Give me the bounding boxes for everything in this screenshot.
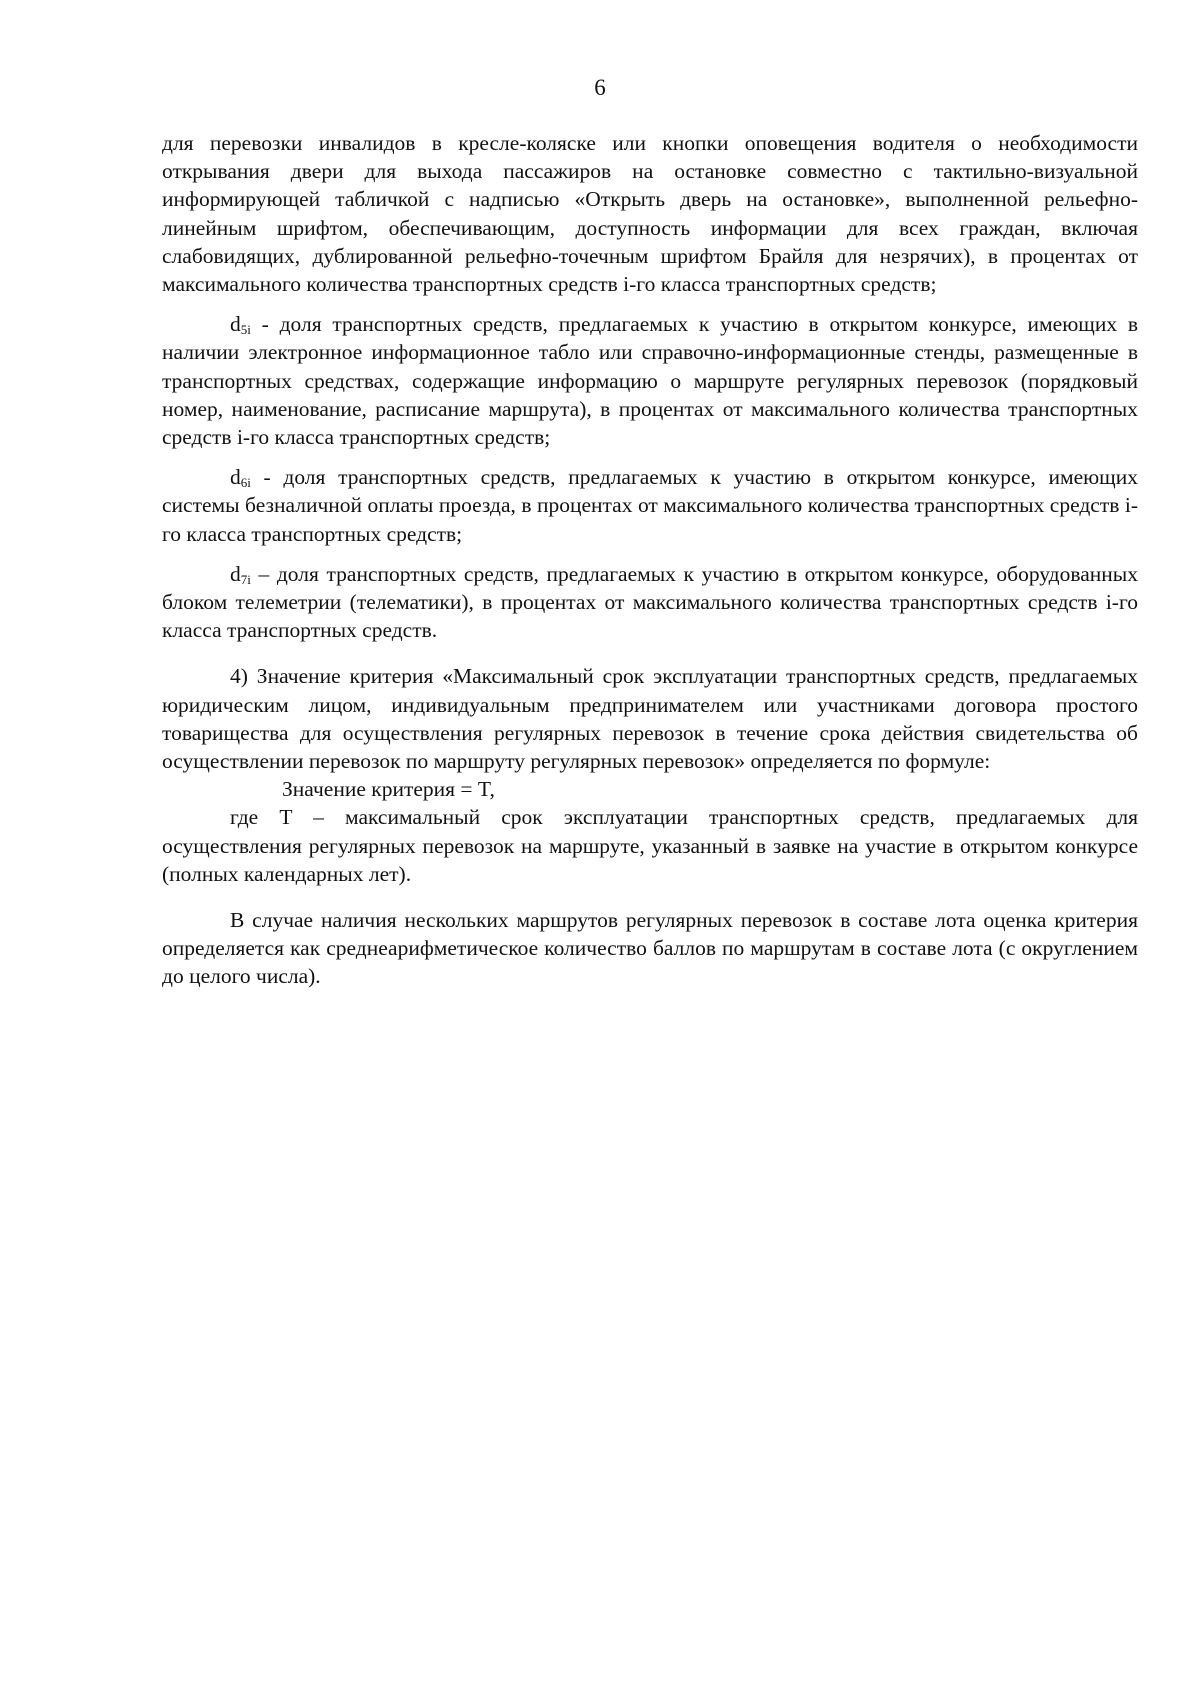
variable-letter: d — [230, 561, 241, 586]
variable-letter: d — [230, 312, 241, 337]
document-body — [162, 129, 1138, 991]
paragraph-text: – доля транспортных средств, предлагаемых к участию в открытом конкурсе, оборудованных блоком телеметрии (телематики), в процентах от максимального количества транспортных средств i-го класса транспортных средств. — [162, 561, 1138, 643]
paragraph-continuation: для перевозки инвалидов в кресле-коляске или кнопки оповещения водителя о необходимости открывания двери для выхода пассажиров на остановке совместно с тактильно-визуальной информирующей табличкой с надписью «Открыть дверь на остановке», выполненной рельефно-линейным шрифтом, обеспечивающим, доступность информации для всех граждан, включая слабовидящих, дублированной рельефно-точечным шрифтом Брайля для незрячих), в процентах от максимального количества транспортных средств i-го класса транспортных средств; — [162, 131, 1138, 297]
paragraph-text: - доля транспортных средств, предлагаемых к участию в открытом конкурсе, имеющих системы безналичной оплаты проезда, в процентах от максимального количества транспортных средств i-го класса транспортных средств; — [162, 465, 1138, 546]
variable-d6i — [230, 465, 251, 489]
variable-d7i — [230, 562, 251, 586]
variable-subscript: 7i — [240, 571, 251, 587]
paragraph-criterion-4: 4) Значение критерия «Максимальный срок эксплуатации транспортных средств, предлагаемых юридическим лицом, индивидуальным предпринимателем или участниками договора простого товарищества для осуществления регулярных перевозок в течение срока действия свидетельства об осуществлении перевозок по маршруту регулярных перевозок» определяется по формуле: — [162, 664, 1138, 774]
paragraph-d5i — [162, 310, 1138, 451]
paragraph-d6i — [162, 463, 1138, 548]
variable-subscript: 5i — [240, 322, 251, 338]
paragraph-d7i — [162, 560, 1138, 645]
variable-letter: d — [230, 465, 241, 490]
formula: Значение критерия = T, — [282, 777, 495, 802]
page-number: 6 — [594, 75, 606, 100]
paragraph-final: В случае наличия нескольких маршрутов регулярных перевозок в составе лота оценка критерия определяется как среднеарифметическое количество баллов по маршрутам в составе лота (с округлением до целого числа). — [162, 908, 1138, 989]
variable-subscript: 6i — [240, 475, 251, 491]
paragraph-where: где T – максимальный срок эксплуатации транспортных средств, предлагаемых для осуществления регулярных перевозок на маршруте, указанный в заявке на участие в открытом конкурсе (полных календарных лет). — [162, 805, 1138, 886]
variable-d5i — [230, 312, 251, 336]
paragraph-text: - доля транспортных средств, предлагаемых к участию в открытом конкурсе, имеющих в наличии электронное информационное табло или справочно-информационные стенды, размещенные в транспортных средствах, содержащие информацию о маршруте регулярных перевозок (порядковый номер, наименование, расписание маршрута), в процентах от максимального количества транспортных средств i-го класса транспортных средств; — [162, 312, 1138, 450]
